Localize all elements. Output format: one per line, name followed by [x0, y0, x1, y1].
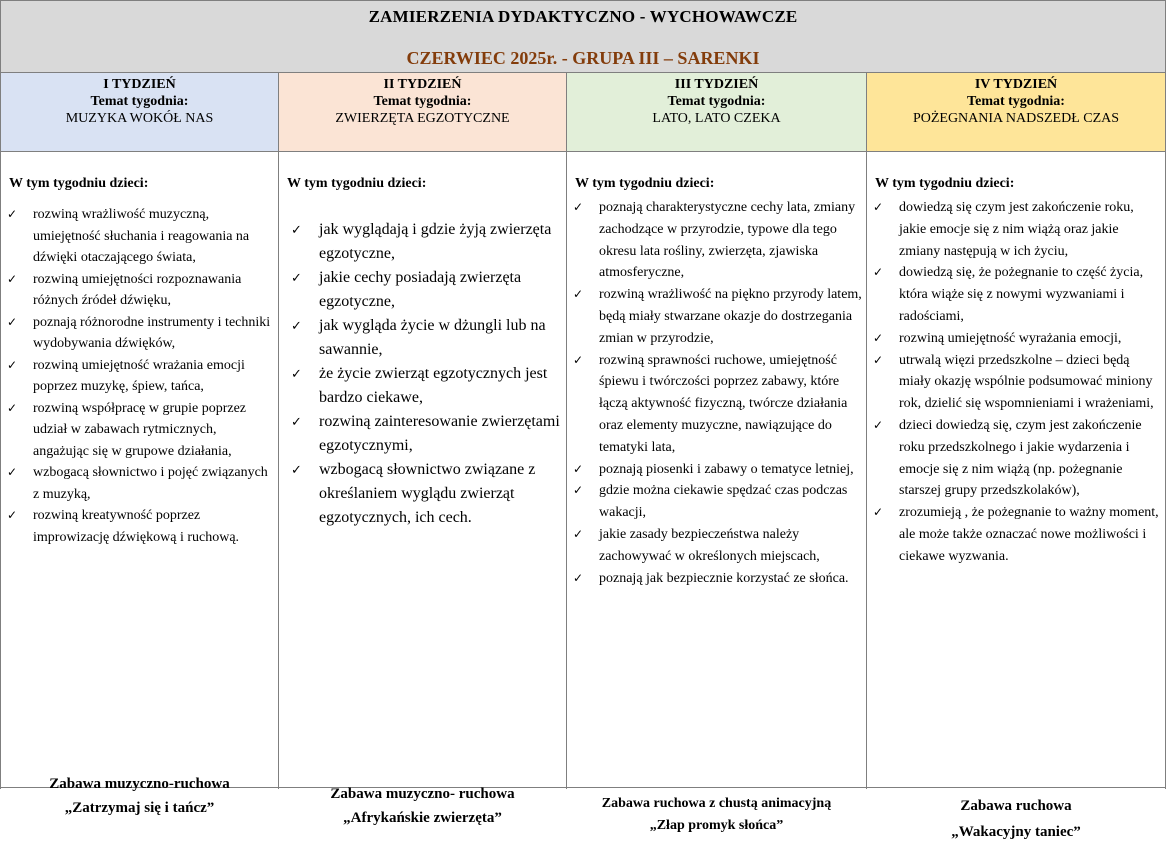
week-intro: W tym tygodniu dzieci:: [875, 176, 1015, 191]
goal-text: wzbogacą słownictwo i pojęć związanych z muzyką,: [33, 465, 268, 502]
week-column-1: [0, 73, 279, 816]
goal-text: rozwiną wrażliwość na piękno przyrody latem, będą miały stwarzane okazje do dostrzegania zmian w przyrodzie,: [599, 287, 862, 346]
week-intro: W tym tygodniu dzieci:: [575, 176, 715, 191]
week-header-2: [279, 73, 566, 152]
checkmark-icon: ✓: [291, 223, 302, 238]
checkmark-icon: ✓: [873, 265, 884, 280]
goal-item: [7, 398, 275, 463]
checkmark-icon: ✓: [7, 207, 18, 221]
week-body-2: [279, 152, 566, 826]
checkmark-icon: ✓: [291, 415, 302, 430]
checkmark-icon: ✓: [573, 287, 584, 302]
week-theme: ZWIERZĘTA EGZOTYCZNE: [335, 111, 510, 126]
week-body-4: [867, 152, 1165, 840]
goal-item: [291, 410, 563, 458]
goal-item: [7, 312, 275, 355]
theme-label: Temat tygodnia:: [90, 94, 189, 109]
goal-text: że życie zwierząt egzotycznych jest bardzo ciekawe,: [319, 365, 548, 406]
game-type: Zabawa muzyczno- ruchowa: [330, 786, 515, 802]
goal-text: poznają charakterystyczne cechy lata, zmiany zachodzące w przyrodzie, typowe dla tego okresu lata rośliny, zwierzęta, zjawiska atmosferyczne,: [599, 200, 856, 281]
week-intro: W tym tygodniu dzieci:: [9, 176, 149, 191]
goal-text: dowiedzą się, że pożegnanie to część życia, która wiąże się z nowymi wyzwaniami i radościami,: [899, 265, 1144, 324]
goal-item: [291, 218, 563, 266]
goal-text: rozwiną umiejętności rozpoznawania różnych źródeł dźwięku,: [33, 271, 242, 308]
goal-item: [7, 462, 275, 505]
game-title: „Zatrzymaj się i tańcz”: [64, 800, 215, 816]
document-header: [0, 0, 1166, 73]
goal-text: poznają piosenki i zabawy o tematyce letniej,: [599, 461, 854, 477]
goal-item: [573, 480, 863, 524]
goal-text: dzieci dowiedzą się, czym jest zakończenie roku przedszkolnego i jakie wydarzenia i emocje się z nim wiążą (np. pożegnanie starszej grupy przedszkolaków),: [899, 417, 1142, 499]
week-game: [867, 793, 1165, 845]
week-body-3: [567, 152, 866, 833]
week-game: [279, 782, 566, 830]
checkmark-icon: ✓: [873, 330, 884, 345]
goal-item: [7, 505, 275, 548]
goal-text: rozwiną kreatywność poprzez improwizację dźwiękową i ruchową.: [33, 508, 240, 545]
theme-label: Temat tygodnia:: [967, 94, 1065, 109]
checkmark-icon: ✓: [573, 352, 584, 367]
goal-item: [291, 362, 563, 410]
goal-text: jakie zasady bezpieczeństwa należy zachowywać w określonych miejscach,: [599, 526, 820, 564]
theme-label: Temat tygodnia:: [373, 94, 472, 109]
game-title: „Wakacyjny taniec”: [951, 824, 1081, 840]
week-intro: W tym tygodniu dzieci:: [287, 176, 427, 191]
week-header-1: [1, 73, 278, 152]
goals-list: [573, 197, 863, 589]
goal-item: [873, 350, 1159, 415]
goal-item: [873, 415, 1159, 502]
game-title: „Afrykańskie zwierzęta”: [343, 810, 502, 826]
goal-item: [573, 197, 863, 284]
goal-item: [7, 269, 275, 312]
checkmark-icon: ✓: [291, 463, 302, 478]
checkmark-icon: ✓: [873, 417, 884, 432]
checkmark-icon: ✓: [573, 526, 584, 541]
game-type: Zabawa muzyczno-ruchowa: [49, 776, 230, 792]
goal-text: rozwiną sprawności ruchowe, umiejętność śpiewu i twórczości poprzez zabawy, które łączą aktywność fizyczną, twórcze działania oraz elementy muzyczne, nawiązujące do tematyki lata,: [599, 352, 848, 455]
goal-text: poznają różnorodne instrumenty i techniki wydobywania dźwięków,: [33, 314, 271, 351]
checkmark-icon: ✓: [873, 200, 884, 214]
goal-text: rozwiną umiejętność wrażania emocji poprzez muzykę, śpiew, tańca,: [33, 357, 245, 394]
week-label: I TYDZIEŃ: [103, 77, 176, 92]
goal-item: [873, 197, 1159, 262]
goal-text: rozwiną współpracę w grupie poprzez udział w zabawach rytmicznych, angażując się w grupowe działania,: [33, 400, 247, 459]
goal-item: [573, 459, 863, 481]
goal-item: [291, 458, 563, 530]
week-header-3: [567, 73, 866, 152]
document-subtitle: CZERWIEC 2025r. - GRUPA III – SARENKI: [406, 48, 760, 68]
game-type: Zabawa ruchowa z chustą animacyjną: [601, 796, 832, 811]
goal-item: [573, 568, 863, 590]
goal-item: [7, 204, 275, 269]
checkmark-icon: ✓: [873, 352, 884, 367]
checkmark-icon: ✓: [573, 570, 584, 585]
goal-item: [873, 328, 1159, 350]
checkmark-icon: ✓: [573, 200, 584, 214]
goal-text: jak wygląda życie w dżungli lub na sawannie,: [319, 317, 546, 358]
goals-list: [7, 204, 275, 548]
checkmark-icon: ✓: [7, 357, 18, 372]
week-game: [1, 772, 278, 820]
checkmark-icon: ✓: [573, 483, 584, 498]
checkmark-icon: ✓: [291, 271, 302, 286]
goal-text: poznają jak bezpiecznie korzystać ze słońca.: [599, 570, 849, 586]
goal-text: jakie cechy posiadają zwierzęta egzotyczne,: [319, 269, 522, 310]
goal-text: jak wyglądają i gdzie żyją zwierzęta egzotyczne,: [319, 221, 552, 262]
checkmark-icon: ✓: [291, 367, 302, 382]
week-body-1: [1, 152, 278, 816]
goal-item: [573, 524, 863, 568]
goal-text: zrozumieją , że pożegnanie to ważny moment, ale może także oznaczać nowe możliwości i ciekawe wyzwania.: [899, 505, 1159, 564]
week-column-3: [567, 73, 867, 833]
theme-label: Temat tygodnia:: [667, 94, 766, 109]
checkmark-icon: ✓: [573, 461, 584, 476]
document-title: ZAMIERZENIA DYDAKTYCZNO - WYCHOWAWCZE: [368, 7, 798, 26]
goals-list: [873, 197, 1159, 568]
week-theme: LATO, LATO CZEKA: [652, 111, 781, 126]
week-theme: MUZYKA WOKÓŁ NAS: [65, 111, 214, 126]
week-theme: POŻEGNANIA NADSZEDŁ CZAS: [912, 111, 1120, 126]
checkmark-icon: ✓: [291, 319, 302, 334]
goal-text: rozwiną wrażliwość muzyczną, umiejętność słuchania i reagowania na dźwięki otaczającego świata,: [33, 207, 250, 265]
goal-item: [873, 262, 1159, 327]
weeks-table: [0, 73, 1166, 840]
game-title: „Złap promyk słońca”: [649, 818, 784, 833]
checkmark-icon: ✓: [7, 465, 18, 479]
checkmark-icon: ✓: [873, 505, 884, 520]
goals-list: [291, 218, 563, 530]
checkmark-icon: ✓: [7, 271, 18, 286]
week-label: II TYDZIEŃ: [383, 77, 462, 92]
week-header-4: [867, 73, 1165, 152]
week-column-2: [279, 73, 567, 826]
goal-text: wzbogacą słownictwo związane z określaniem wyglądu zwierząt egzotycznych, ich cech.: [319, 461, 536, 526]
checkmark-icon: ✓: [7, 314, 18, 329]
week-label: IV TYDZIEŃ: [974, 77, 1058, 92]
checkmark-icon: ✓: [7, 508, 18, 522]
week-game: [567, 793, 866, 837]
goal-item: [573, 284, 863, 349]
goal-text: dowiedzą się czym jest zakończenie roku, jakie emocje się z nim wiążą oraz jakie zmiany następują w ich życiu,: [899, 200, 1134, 259]
goal-text: gdzie można ciekawie spędzać czas podczas wakacji,: [599, 483, 848, 521]
goal-text: rozwiną zainteresowanie zwierzętami egzotycznymi,: [319, 413, 560, 454]
goal-text: utrwalą więzi przedszkolne – dzieci będą miały okazję wspólnie podsumować miniony rok, dzielić się wspomnieniami i wrażeniami,: [899, 352, 1154, 412]
goal-item: [291, 266, 563, 314]
goal-item: [291, 314, 563, 362]
week-label: III TYDZIEŃ: [674, 77, 759, 92]
goal-text: rozwiną umiejętność wyrażania emocji,: [899, 330, 1122, 346]
game-type: Zabawa ruchowa: [960, 798, 1072, 814]
checkmark-icon: ✓: [7, 400, 18, 415]
goal-item: [873, 502, 1159, 567]
goal-item: [7, 355, 275, 398]
goal-item: [573, 350, 863, 459]
week-column-4: [867, 73, 1166, 840]
